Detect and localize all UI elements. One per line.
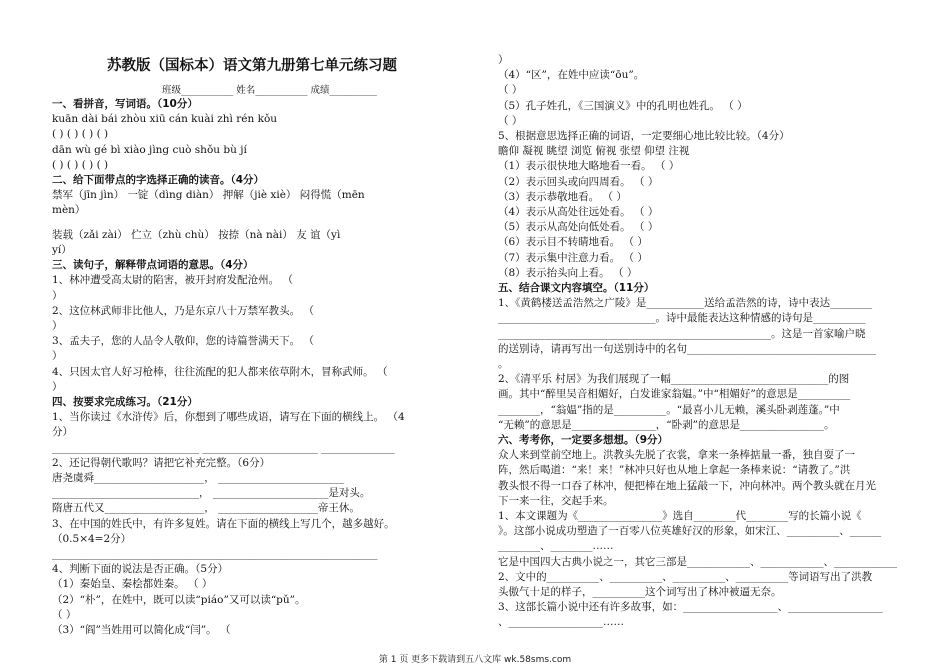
text-line: ____________________________________________________。这是一首家喻户晓	[498, 327, 866, 340]
text-line: ）	[52, 350, 63, 363]
section-heading: 四、按要求完成练习。（21分）	[52, 395, 198, 408]
text-line: dān wù gé bì xiào jìng cuò shǒu bù jí	[52, 143, 247, 156]
text-line: （5）孔子姓孔，《三国演义》中的孔明也姓孔。 （ ）	[498, 99, 748, 112]
text-line: 2、还记得朝代歌吗？请把它补充完整。（6分）	[52, 456, 271, 469]
text-line: （5）表示从高处向低处看。 （ ）	[498, 221, 659, 234]
text-line: ）	[52, 319, 63, 332]
text-line: mèn）	[52, 204, 86, 217]
text-line: 禁军（jīn jìn） 一锭（dìng diàn） 押解（jiè xiè） 闷得慌（mēn	[52, 189, 365, 202]
text-line: （3）表示恭敬地看。 （ ）	[498, 190, 627, 203]
section-heading: 五、结合课文内容填空。（11分）	[498, 282, 655, 294]
text-line: 2、这位林武师非比他人，乃是东京八十万禁军教头。 （	[52, 304, 315, 317]
text-line: ____________________________， ______________________是对头。	[52, 487, 371, 500]
text-line: （ ）	[498, 114, 523, 127]
text-line: 1、《黄鹤楼送孟浩然之广陵》是___________送给孟浩然的诗，诗中表达________	[498, 297, 873, 310]
text-line: （1）秦始皇、秦桧都姓秦。 （ ）	[52, 578, 213, 591]
text-line: （0.5×4=2分）	[52, 532, 132, 545]
text-line: （4）表示从高处往远处看。 （ ）	[498, 206, 659, 218]
text-line: 的送别诗，请再写出一句送别诗中的名句____________________________________	[498, 342, 876, 355]
text-line: 阵，然后喝道：“来！来！”林冲只好也从地上拿起一条棒来说：“请教了。”洪	[498, 464, 851, 477]
text-line: 1、林冲遭受高太尉的陷害，被开封府发配沧州。 （	[52, 274, 294, 287]
text-line: ）	[52, 289, 63, 302]
text-line: 1、当你读过《水浒传》后，你想到了哪些成语，请写在下面的横线上。 （4	[52, 411, 405, 424]
text-line: 下一来一往，交起手来。	[498, 494, 614, 507]
text-line: （8）表示抬头向上看。 （ ）	[498, 266, 638, 279]
text-line: 装载（zǎi zài） 伫立（zhù chù） 按捺（nà nài） 友 谊（yì	[52, 228, 341, 241]
text-line: （ ）	[52, 608, 77, 621]
text-line: 3、孟夫子，您的人品令人敬仰，您的诗篇誉满天下。 （	[52, 335, 315, 348]
student-info: 班级___________ 姓名___________ 成绩__________	[162, 85, 378, 96]
text-line: 、__________________……	[498, 616, 624, 629]
text-line: 众人来到堂前空地上。洪教头先脱了衣裳，拿来一条棒掂量一番，独自耍了一	[498, 449, 855, 462]
text-line: 5、根据意思选择正确的词语，一定要细心地比较比较。（4分）	[498, 130, 790, 142]
page-footer: 第 1 页 更多下载请到五八文库 wk.58sms.com	[378, 655, 572, 665]
text-line: ( ) ( ) ( ) ( )	[52, 128, 109, 141]
text-line: （2）表示回头或向四周看。 （ ）	[498, 175, 659, 188]
text-line: 3、在中国的姓氏中，有许多复姓。请在下面的横线上写几个，越多越好。	[52, 517, 395, 530]
text-line: ____________________________ ______________________ ______________	[52, 441, 395, 454]
text-line: 》。这部小说成功塑造了一百零八位英雄好汉的形象，如宋江、__________、______	[498, 525, 882, 538]
text-line: 隋唐五代又___________________， ___________________帝王休。	[52, 502, 360, 515]
text-line: （ ）	[498, 84, 523, 97]
text-line: 分）	[52, 426, 73, 439]
text-line: 4、只因太官人好习枪棒，往往流配的犯人都来依草附木，冒称武师。 （	[52, 365, 388, 378]
text-line: 1、本文课题为《________________》选自________代________写的长篇小说《	[498, 510, 862, 522]
text-line: 3、这部长篇小说中还有许多故事，如：__________________、__________________	[498, 601, 883, 614]
text-line: （2）“朴”，在姓中，既可以读“piáo”又可以读“pǔ”。	[52, 593, 306, 606]
text-line: ______________________________。诗中最能表达这种情感的诗句是__________	[498, 312, 866, 325]
text-line: （7）表示集中注意力看。 （ ）	[498, 251, 648, 264]
text-line: ( ) ( ) ( ) ( )	[52, 158, 109, 171]
text-line: 教头恨不得一口吞了林冲，便把棒在地上猛敲一下，冲向林冲。两个教头就在月光	[498, 479, 876, 492]
text-line: 2、文中的__________、__________、__________、__________等词语写出了洪教	[498, 570, 873, 583]
text-line: “无赖”的意思是________________，“卧剥”的意思是________________。	[498, 418, 835, 431]
text-line: ________，“翁媪”指的是__________。“最喜小儿无赖，溪头卧剥莲蓬。”中	[498, 403, 840, 416]
text-line: 2、《清平乐 村居》为我们展现了一幅______________________________的图	[498, 373, 850, 386]
text-line: 头傲气十足的样子，__________这个词写出了林冲被逼无奈。	[498, 586, 782, 598]
page-title: 苏教版（国标本）语文第九册第七单元练习题	[107, 58, 397, 74]
text-line: 唐尧虞舜_____________________， ________________________	[52, 471, 345, 484]
text-line: 4、判断下面的说法是否正确。（5分）	[52, 563, 229, 576]
text-line: 画。其中“醉里吴音相媚好，白发谁家翁媪。”中“相媚好”的意思是__________	[498, 388, 851, 401]
text-line: ________、________……	[498, 540, 614, 553]
text-line: kuān dài bái zhòu xiū cán kuài zhì rén kǒu	[52, 113, 278, 126]
text-line: （3）“阎”当姓用可以简化成“闫”。 （	[52, 623, 231, 636]
text-line: yí）	[52, 243, 72, 256]
section-heading: 二、给下面带点的字选择正确的读音。（4分）	[52, 174, 265, 186]
text-line: ______________________________________________________________	[52, 547, 378, 560]
text-line: 。	[498, 358, 509, 370]
section-heading: 一、看拼音，写词语。（10分）	[52, 98, 198, 110]
text-line: 它是中国四大古典小说之一，其它三部是____________、____________、____________	[498, 555, 897, 568]
text-line: ）	[52, 380, 63, 393]
text-line: （1）表示很快地大略地看一看。 （ ）	[498, 160, 680, 173]
text-line: （6）表示目不转睛地看。 （ ）	[498, 236, 648, 249]
text-line: ）	[498, 54, 509, 66]
section-heading: 六、考考你，一定要多想想。（9分）	[498, 434, 669, 446]
text-line: （4）“区”，在姓中应读“ōu”。	[498, 69, 645, 82]
text-line: 瞻仰 凝视 眺望 浏览 俯视 张望 仰望 注视	[498, 145, 690, 158]
section-heading: 三、读句子，解释带点词语的意思。（4分）	[52, 259, 254, 272]
